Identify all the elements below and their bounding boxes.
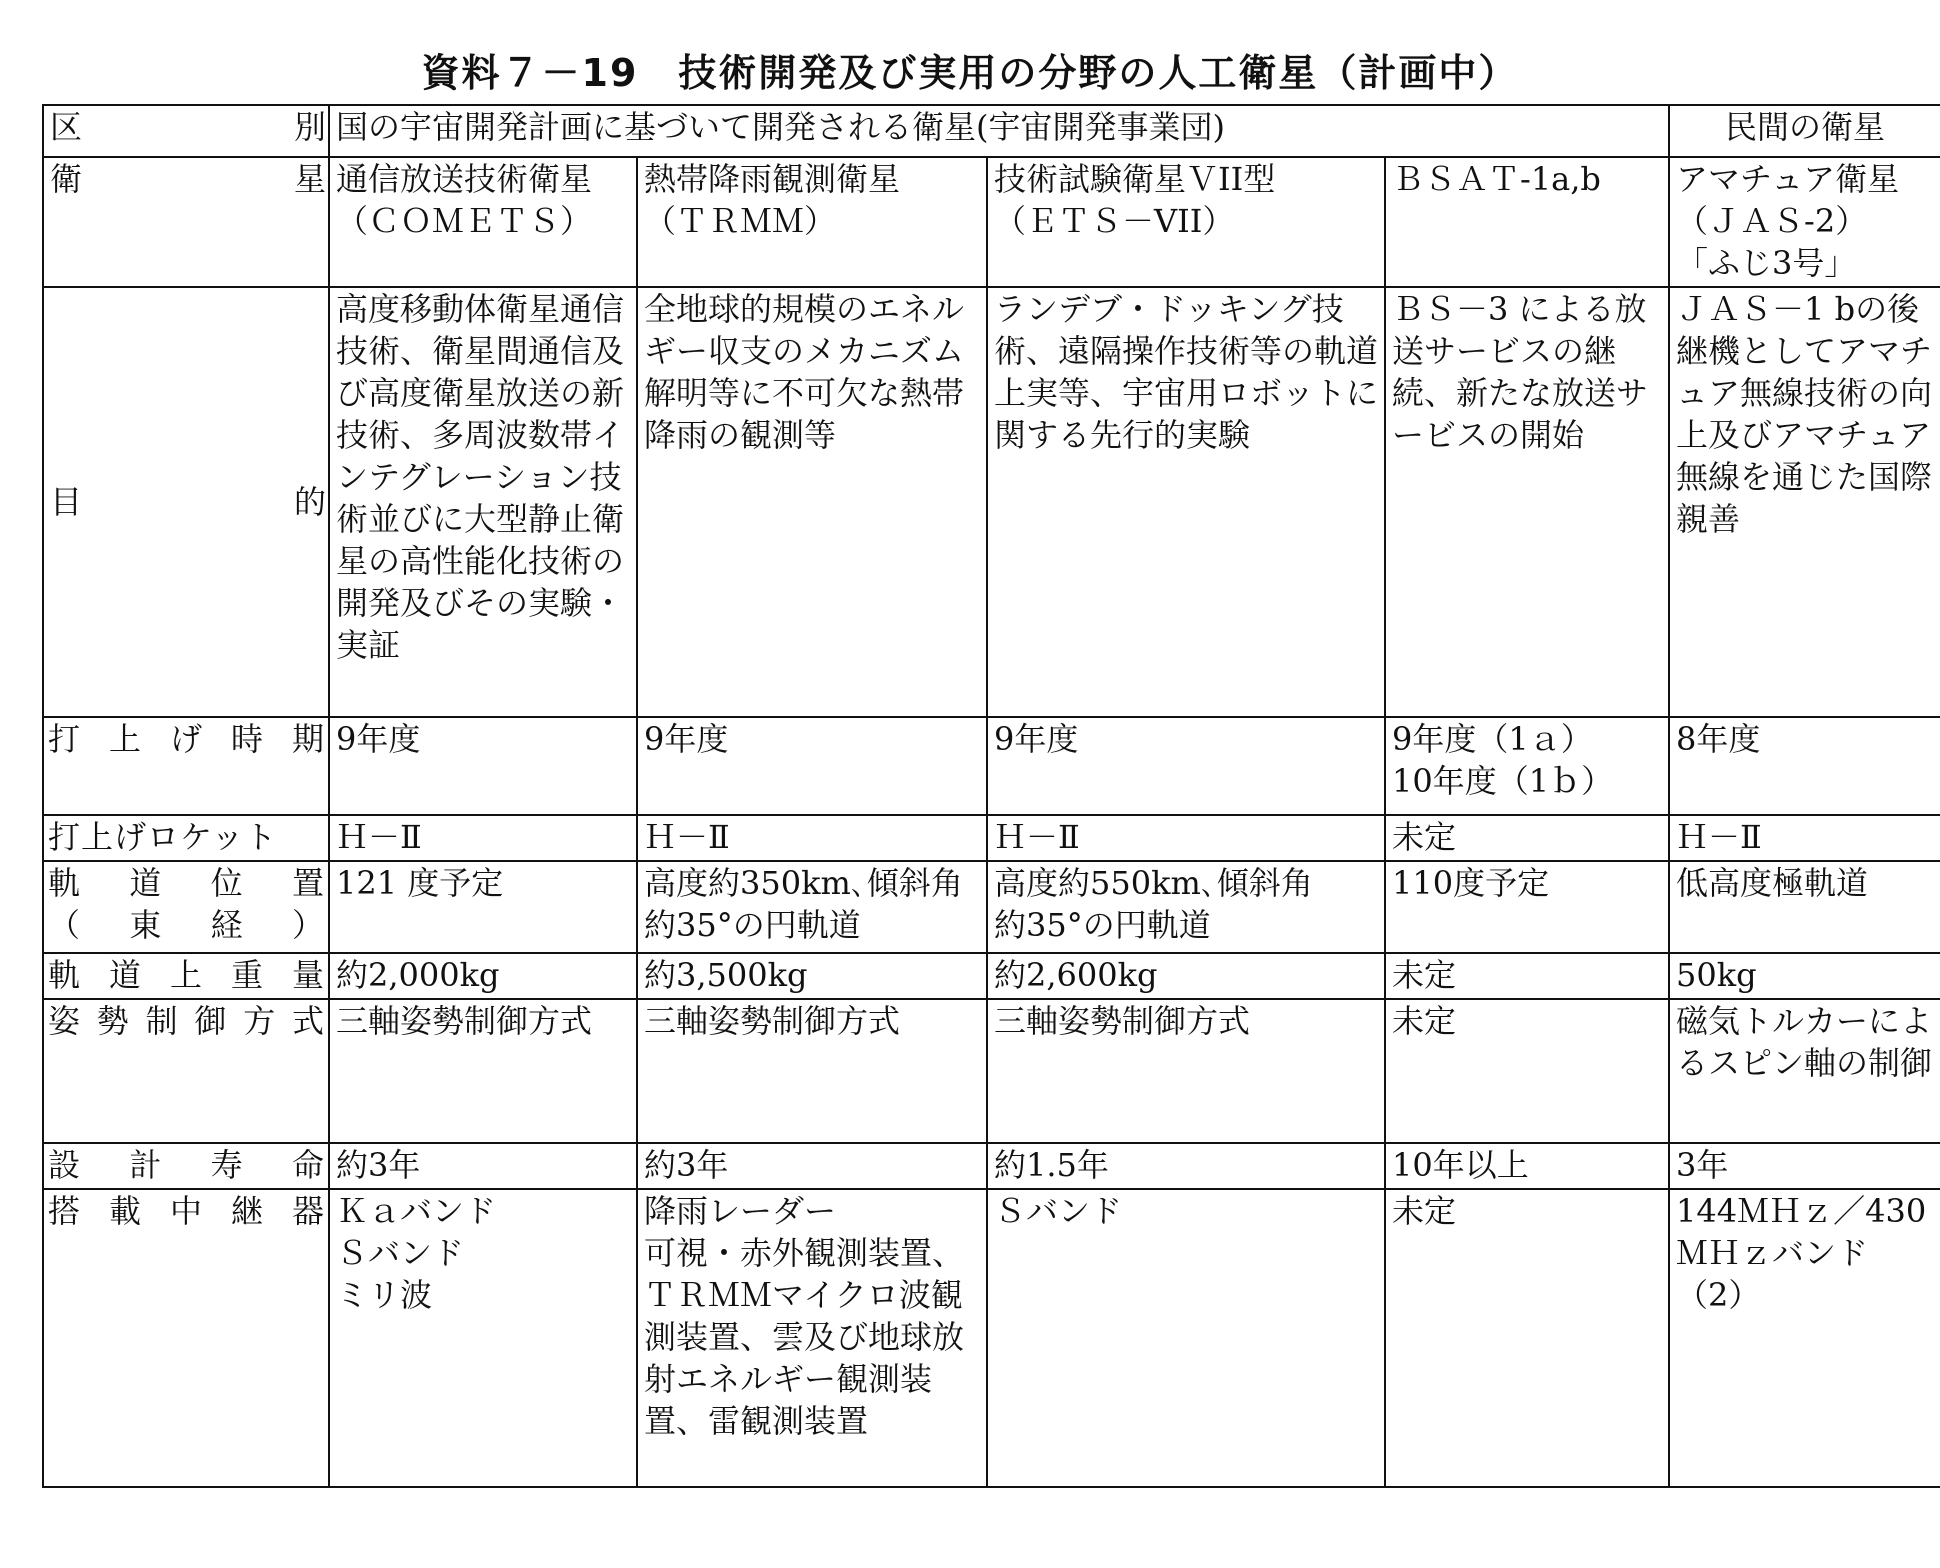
launch-period-cell: 9年度 [637,717,987,815]
orbit-position-label-cell [43,861,329,953]
orbit-position-cell: 低高度極軌道 [1669,861,1940,953]
orbit-mass-cell: 50kg [1669,953,1940,999]
label-char: 方 [243,1002,276,1040]
orbit-mass-cell: 未定 [1385,953,1669,999]
label-char: げ [169,720,202,758]
transponder-row [43,1189,1940,1487]
transponder-cell: 未定 [1385,1189,1669,1487]
design-life-cell: 約3年 [637,1143,987,1189]
orbit-position-cell: 110度予定 [1385,861,1669,953]
launch-period-cell: 9年度 [329,717,637,815]
attitude-control-cell: 三軸姿勢制御方式 [329,999,637,1143]
label-char: 上 [169,956,202,994]
transponder-cell: 144ＭＨｚ／430ＭＨｚバンド （2） [1669,1189,1940,1487]
launch-period-cell: 9年度（1ａ） 10年度（1ｂ） [1385,717,1669,815]
label-char: 載 [108,1192,141,1230]
label-char: 東 [129,906,162,944]
purpose-cell: 全地球的規模のエネルギー収支のメカニズム解明等に不可欠な熱帯降雨の観測等 [637,287,987,717]
orbit-mass-cell: 約2,000kg [329,953,637,999]
label-char: 継 [230,1192,263,1230]
orbit-position-cell: 121 度予定 [329,861,637,953]
label-char: 器 [291,1192,324,1230]
launch-rocket-cell: 未定 [1385,815,1669,861]
purpose-label-char: 的 [293,483,326,521]
transponder-cell: Ｓバンド [987,1189,1385,1487]
label-char: 量 [291,956,324,994]
label-char: 軌 [48,956,81,994]
purpose-row [43,287,1940,717]
satellite-label-cell [43,157,329,287]
label-char: 姿 [48,1002,81,1040]
transponder-cell: 降雨レーダー 可視・赤外観測装置、ＴＲＭＭマイクロ波観測装置、雲及び地球放射エネルギー観測装置、雷観測装置 [637,1189,987,1487]
launch-rocket-row [43,815,1940,861]
label-char: 軌 [48,864,81,902]
page-title: 資料７－19 技術開発及び実用の分野の人工衛星（計画中） [421,51,1519,95]
header-row [43,105,1940,157]
label-char: 打 [48,720,81,758]
label-char: 式 [291,1002,324,1040]
label-char: 上 [108,720,141,758]
design-life-row [43,1143,1940,1189]
purpose-cell: 高度移動体衛星通信技術、衛星間通信及び高度衛星放送の新技術、多周波数帯インテグレーション技術並びに大型静止衛星の高性能化技術の開発及びその実験・実証 [329,287,637,717]
orbit-mass-cell: 約2,600kg [987,953,1385,999]
label-char: 御 [194,1002,227,1040]
launch-period-label-cell [43,717,329,815]
satellite-name-cell: 技術試験衛星ＶII型 （ＥＴＳ－VII） [987,157,1385,287]
launch-rocket-cell: Ｈ－Ⅱ [329,815,637,861]
label-char: 道 [108,956,141,994]
launch-rocket-label-cell: 打上げロケット [43,815,329,861]
orbit-mass-row [43,953,1940,999]
design-life-cell: 約1.5年 [987,1143,1385,1189]
category-label-char: 区 [50,108,83,146]
orbit-mass-cell: 約3,500kg [637,953,987,999]
purpose-label-cell [43,287,329,717]
design-life-label-cell [43,1143,329,1189]
purpose-cell: ＪＡＳ－1 bの後継機としてアマチュア無線技術の向上及びアマチュア無線を通じた国際親善 [1669,287,1940,717]
label-char: 勢 [96,1002,129,1040]
launch-rocket-cell: Ｈ－Ⅱ [1669,815,1940,861]
transponder-cell: Ｋａバンド Ｓバンド ミリ波 [329,1189,637,1487]
national-group-header: 国の宇宙開発計画に基づいて開発される衛星(宇宙開発事業団) [329,105,1669,157]
attitude-control-label-cell [43,999,329,1143]
purpose-cell: ランデブ・ドッキング技術、遠隔操作技術等の軌道上実等、宇宙用ロボットに関する先行的実験 [987,287,1385,717]
category-label-char: 別 [293,108,326,146]
label-char: 道 [129,864,162,902]
satellite-table [42,104,1940,1488]
satellite-name-cell: ＢＳＡＴ-1a,b [1385,157,1669,287]
transponder-label-cell [43,1189,329,1487]
orbit-position-row [43,861,1940,953]
label-char: 制 [145,1002,178,1040]
orbit-position-cell: 高度約550km､傾斜角 約35°の円軌道 [987,861,1385,953]
label-char: 重 [230,956,263,994]
label-char: （ [48,906,81,944]
attitude-control-cell: 未定 [1385,999,1669,1143]
label-char: 寿 [210,1146,243,1184]
launch-rocket-cell: Ｈ－Ⅱ [987,815,1385,861]
label-char: 置 [291,864,324,902]
private-group-header: 民間の衛星 [1669,105,1940,157]
satellite-name-cell: 熱帯降雨観測衛星 （ＴＲＭＭ） [637,157,987,287]
satellite-name-cell: アマチュア衛星 （ＪＡＳ-2） 「ふじ3号」 [1669,157,1940,287]
label-char: 中 [169,1192,202,1230]
attitude-control-row [43,999,1940,1143]
attitude-control-cell: 三軸姿勢制御方式 [987,999,1385,1143]
attitude-control-cell: 三軸姿勢制御方式 [637,999,987,1143]
label-char: 命 [291,1146,324,1184]
label-char: 設 [48,1146,81,1184]
launch-period-cell: 8年度 [1669,717,1940,815]
launch-period-row [43,717,1940,815]
launch-period-cell: 9年度 [987,717,1385,815]
design-life-cell: 3年 [1669,1143,1940,1189]
label-char: 搭 [48,1192,81,1230]
label-char: 経 [210,906,243,944]
purpose-cell: ＢＳ－3 による放送サービスの継続、新たな放送サービスの開始 [1385,287,1669,717]
orbit-mass-label-cell [43,953,329,999]
satellite-name-cell: 通信放送技術衛星 （ＣＯＭＥＴＳ） [329,157,637,287]
attitude-control-cell: 磁気トルカーによるスピン軸の制御 [1669,999,1940,1143]
satellite-row [43,157,1940,287]
satellite-label-char: 星 [293,160,326,198]
label-char: 時 [230,720,263,758]
launch-rocket-cell: Ｈ－Ⅱ [637,815,987,861]
label-char: ） [291,906,324,944]
satellite-label-char: 衛 [50,160,83,198]
category-header-cell [43,105,329,157]
label-char: 位 [210,864,243,902]
label-char: 期 [291,720,324,758]
design-life-cell: 約3年 [329,1143,637,1189]
orbit-position-cell: 高度約350km､傾斜角 約35°の円軌道 [637,861,987,953]
label-char: 計 [129,1146,162,1184]
design-life-cell: 10年以上 [1385,1143,1669,1189]
purpose-label-char: 目 [50,483,83,521]
